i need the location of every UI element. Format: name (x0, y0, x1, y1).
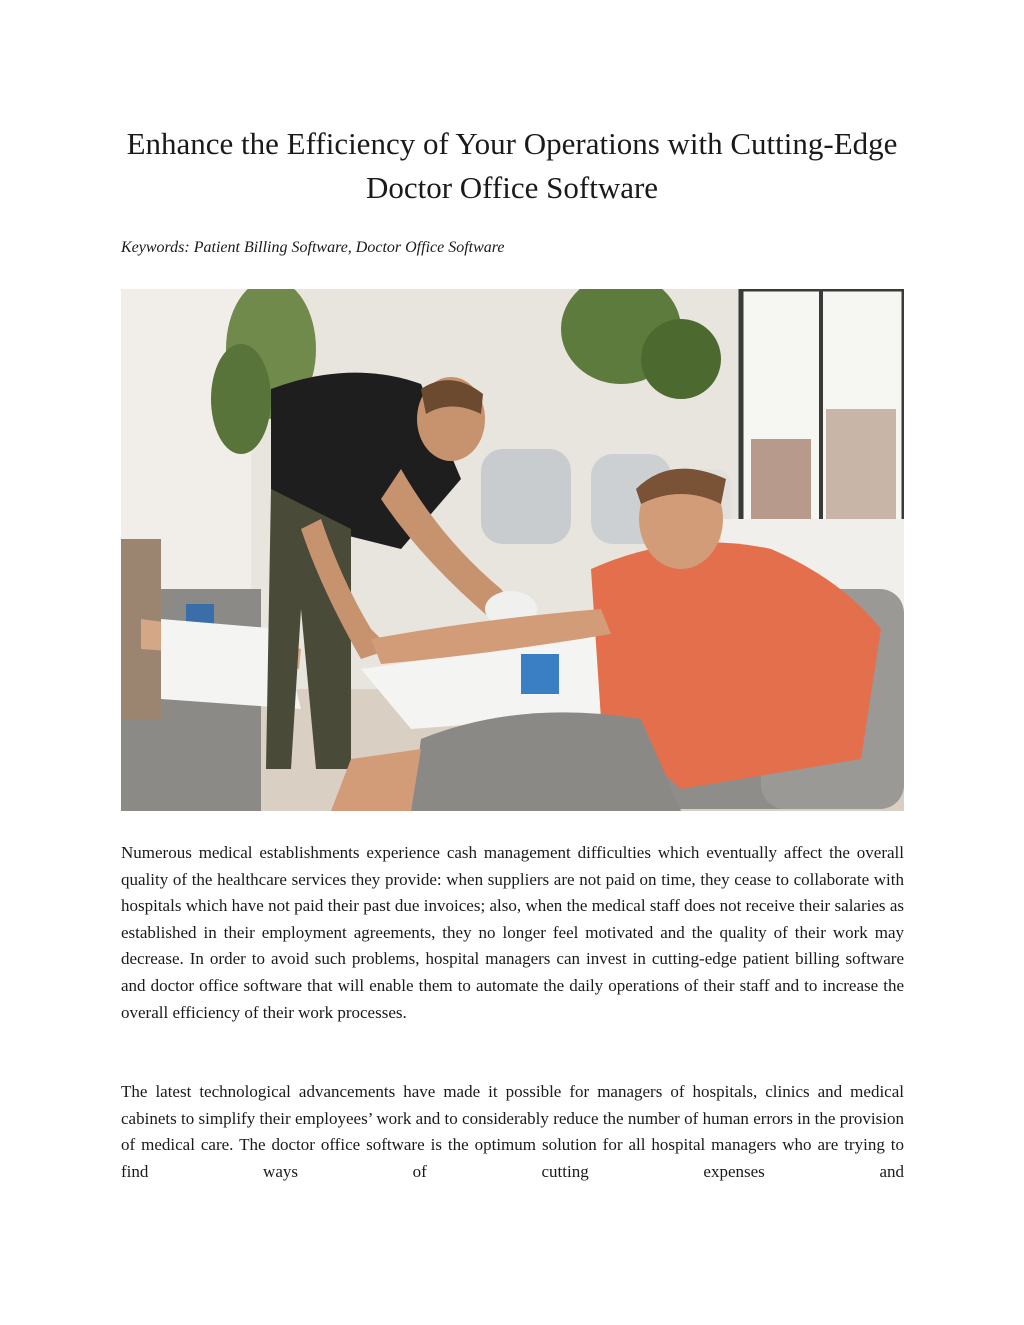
photo-illustration (121, 289, 904, 811)
keywords-line (121, 237, 505, 259)
document-title: Enhance the Efficiency of Your Operations with Cutting-Edge Doctor Office Software (126, 126, 898, 205)
medical-photo (121, 289, 904, 811)
body-paragraph-2: The latest technological advancements have made it possible for managers of hospitals, clinics and medical cabinets to simplify their employees’ work and to considerably reduce the number of human errors in the provision of medical care. The doctor office software is the optimum solution for all hospital managers who are trying to find ways of cutting expenses and (121, 1082, 904, 1181)
keywords-label: Keywords: (121, 239, 190, 256)
body-paragraph-1: Numerous medical establishments experience cash management difficulties which eventually affect the overall quality of the healthcare services they provide: when suppliers are not paid on time, they cease to collaborate with hospitals which have not paid their past due invoices; also, when the medical staff does not receive their salaries as established in their employment agreements, they no longer feel motivated and the quality of their work may decrease. In order to avoid such problems, hospital managers can invest in cutting-edge patient billing software and doctor office software that will enable them to automate the daily operations of their staff and to increase the overall efficiency of their work processes. (121, 843, 904, 1022)
keywords-value: Patient Billing Software, Doctor Office Software (193, 239, 505, 256)
